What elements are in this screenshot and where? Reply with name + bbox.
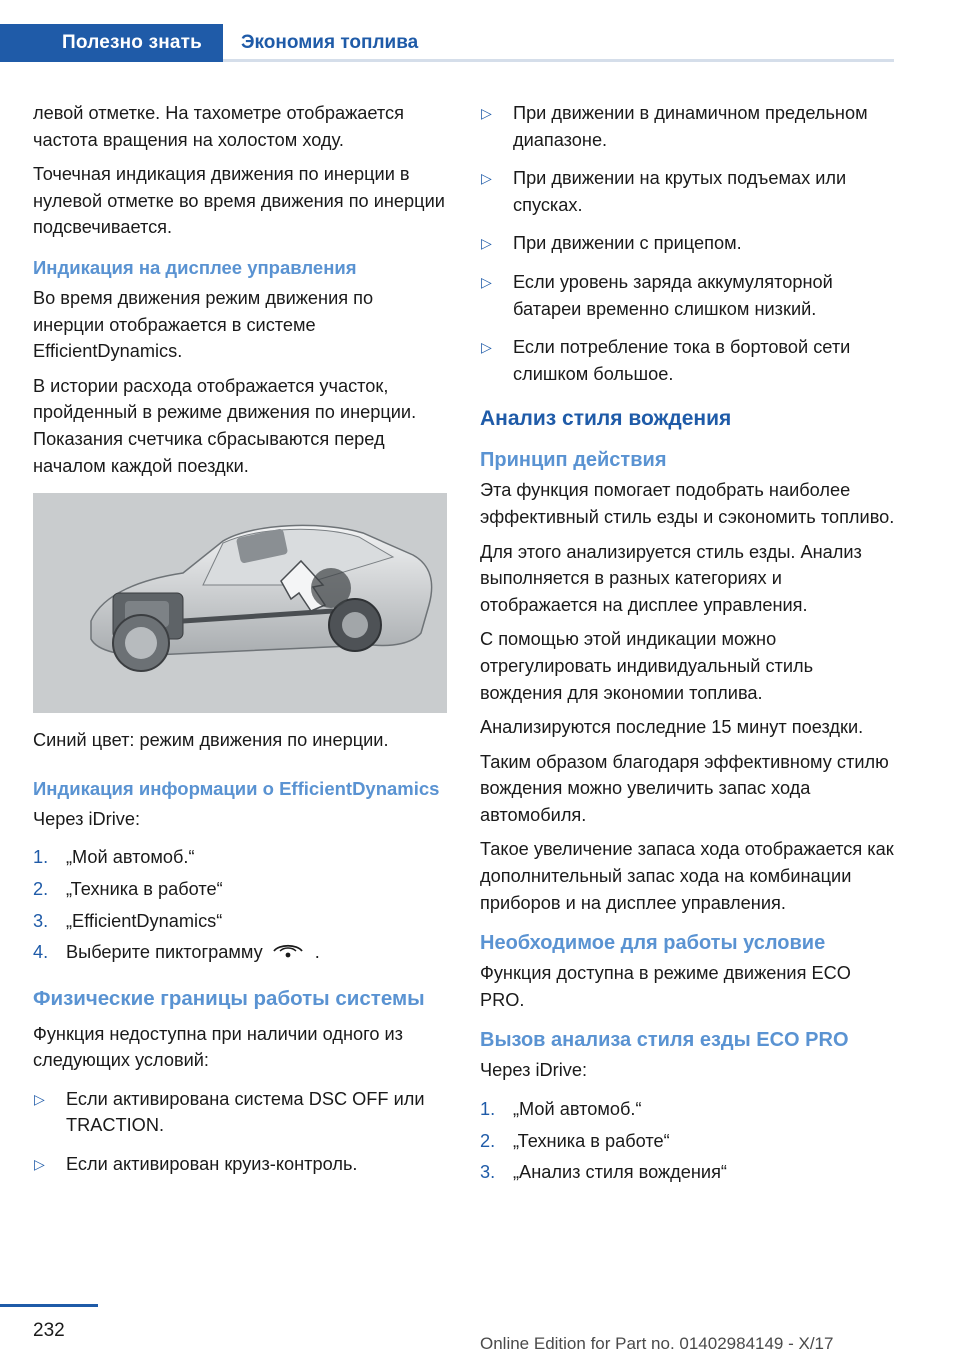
page-header — [0, 0, 960, 62]
step-number: 2. — [33, 878, 49, 899]
triangle-right-icon: ▷ — [481, 105, 492, 121]
step-number: 1. — [480, 1099, 496, 1120]
step-text: „EfficientDynamics“ — [66, 910, 223, 931]
heading-system-limits: Физические границы работы системы — [33, 986, 425, 1010]
page-number: 232 — [33, 1320, 65, 1341]
step-number: 1. — [33, 847, 49, 868]
paragraph: Таким образом благодаря эффективному стилю вождения можно увеличить запас хода автомобиля. — [480, 751, 889, 825]
subheading-requirement: Необходимое для работы условие — [480, 932, 826, 955]
step-text: „Мой автомоб.“ — [513, 1099, 642, 1120]
step-text: Выберите пиктограмму — [66, 942, 263, 963]
subheading-call-analysis: Вызов анализа стиля езды ECO PRO — [480, 1029, 849, 1052]
paragraph: С помощью этой индикации можно отрегулировать индивидуальный стиль вождения для экономии топлива. — [480, 629, 814, 703]
paragraph: Через iDrive: — [33, 808, 140, 829]
paragraph: Функция недоступна при наличии одного из следующих условий: — [33, 1023, 404, 1071]
triangle-right-icon: ▷ — [481, 235, 492, 252]
list-item: ▷ Если активирована система DSC OFF или TRACTION. — [33, 1086, 449, 1139]
heading-driving-style-analysis: Анализ стиля вождения — [480, 407, 732, 431]
paragraph: Такое увеличение запаса хода отображается как дополнительный запас хода на комбинации приборов и на дисплее управления. — [480, 839, 894, 913]
paragraph: Во время движения режим движения по инерции отображается в системе EfficientDynamics. — [33, 287, 374, 362]
step-number: 3. — [33, 910, 49, 931]
paragraph: Анализируются последние 15 минут поездки. — [480, 717, 864, 738]
footer-divider — [0, 1304, 98, 1307]
chapter-tab-active[interactable]: Полезно знать — [0, 24, 223, 62]
paragraph: Функция доступна в режиме движения ECO PRO. — [480, 963, 851, 1010]
list-item — [33, 876, 449, 903]
car-illustration-svg — [33, 493, 447, 713]
step-number: 2. — [480, 1130, 496, 1151]
car-coasting-icon — [271, 940, 305, 967]
triangle-right-icon: ▷ — [34, 1155, 45, 1172]
car-coasting-illustration — [33, 493, 447, 713]
paragraph: Точечная индикация движения по инерции в нулевой отметке во время движения по инерции подсвечивается. — [33, 164, 445, 238]
subheading-principle: Принцип действия — [480, 449, 667, 472]
paragraph: В истории расхода отображается участок, пройденный в режиме движения по инерции. Показания счетчика сбрасываются перед началом каждой поездки. — [33, 375, 417, 476]
list-item — [480, 1096, 896, 1123]
right-column — [480, 100, 896, 1191]
paragraph: Через iDrive: — [480, 1060, 587, 1081]
triangle-right-icon: ▷ — [481, 273, 492, 290]
limits-list-continued — [480, 100, 896, 387]
idrive-steps-list — [33, 844, 449, 966]
paragraph: Эта функция помогает подобрать наиболее эффективный стиль езды и сэкономить топливо. — [480, 480, 895, 527]
figure-caption: Синий цвет: режим движения по инерции. — [33, 730, 389, 751]
step-text: „Техника в работе“ — [66, 878, 223, 899]
list-item — [480, 1128, 896, 1155]
paragraph: Для этого анализируется стиль езды. Анализ выполняется в разных категориях и отображается на дисплее управления. — [480, 541, 862, 615]
limits-list — [33, 1086, 449, 1178]
idrive-steps-list — [480, 1096, 896, 1186]
list-item — [480, 1159, 896, 1186]
left-column — [33, 100, 449, 1190]
list-item: ▷ Если уровень заряда аккумуляторной батареи временно слишком низкий. — [480, 269, 896, 322]
step-end: . — [314, 942, 320, 963]
triangle-right-icon: ▷ — [481, 170, 492, 187]
chapter-tab-fuel-economy[interactable]: Экономия топлива — [241, 32, 419, 53]
list-item: ▷ При движении на крутых подъемах или спусках. — [480, 165, 896, 218]
subheading-control-display: Индикация на дисплее управления — [33, 256, 357, 278]
edition-footer: Online Edition for Part no. 01402984149 - X/17 — [480, 1334, 834, 1353]
triangle-right-icon: ▷ — [34, 1090, 45, 1107]
paragraph: левой отметке. На тахометре отображается частота вращения на холостом ходу. — [33, 103, 404, 150]
list-item: ▷ При движении в динамичном предельном диапазоне. — [480, 100, 896, 153]
triangle-right-icon: ▷ — [481, 339, 492, 356]
list-item — [33, 844, 449, 871]
list-item — [33, 908, 449, 935]
step-number: 4. — [33, 942, 49, 963]
subheading-efficientdynamics-info: Индикация информации о EfficientDynamics — [33, 777, 440, 799]
step-text: „Мой автомоб.“ — [66, 847, 195, 868]
step-text: „Техника в работе“ — [513, 1130, 670, 1151]
list-item: ▷ Если активирован круиз-контроль. — [33, 1151, 449, 1178]
list-item: ▷ При движении с прицепом. — [480, 230, 896, 257]
step-number: 3. — [480, 1162, 496, 1183]
step-text: „Анализ стиля вождения“ — [513, 1162, 727, 1183]
header-divider — [223, 59, 894, 62]
list-item — [33, 939, 449, 966]
list-item: ▷ Если потребление тока в бортовой сети слишком большое. — [480, 334, 896, 387]
